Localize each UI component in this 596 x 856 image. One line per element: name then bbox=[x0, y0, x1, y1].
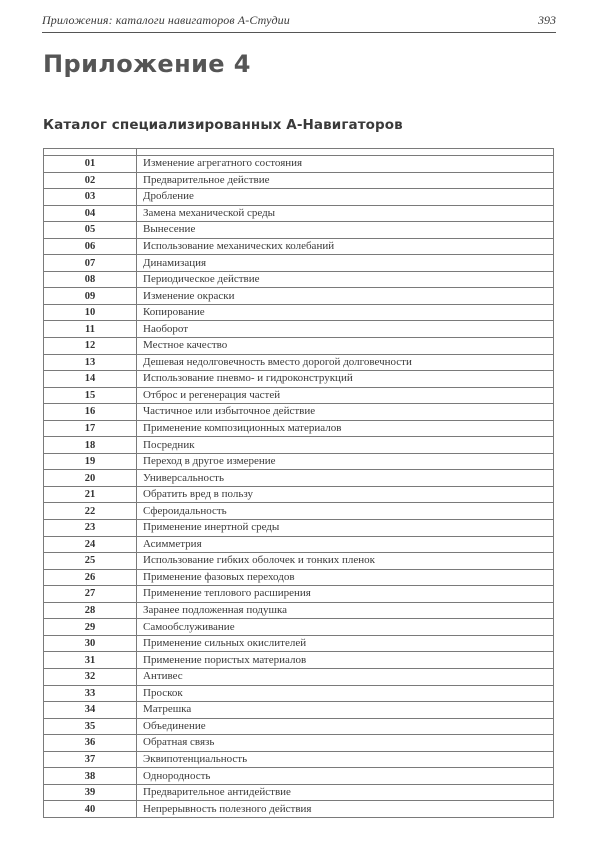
navigator-number: 22 bbox=[44, 503, 137, 520]
navigator-name: Замена механической среды bbox=[137, 205, 554, 222]
navigator-name: Применение теплового расширения bbox=[137, 586, 554, 603]
navigator-name: Предварительное антидействие bbox=[137, 784, 554, 801]
table-row bbox=[44, 768, 554, 785]
navigator-number: 28 bbox=[44, 602, 137, 619]
page-number: 393 bbox=[538, 13, 556, 27]
navigator-name: Применение сильных окислителей bbox=[137, 635, 554, 652]
table-row bbox=[44, 751, 554, 768]
table-row bbox=[44, 784, 554, 801]
navigator-name: Частичное или избыточное действие bbox=[137, 404, 554, 421]
navigator-name: Отброс и регенерация частей bbox=[137, 387, 554, 404]
navigator-number: 32 bbox=[44, 668, 137, 685]
table-row bbox=[44, 602, 554, 619]
catalog-table-body bbox=[44, 149, 554, 818]
navigator-name: Объединение bbox=[137, 718, 554, 735]
appendix-title: Приложение 4 bbox=[43, 50, 251, 78]
running-head bbox=[42, 12, 556, 30]
navigator-name: Предварительное действие bbox=[137, 172, 554, 189]
navigator-name: Заранее подложенная подушка bbox=[137, 602, 554, 619]
table-row bbox=[44, 801, 554, 818]
navigator-name: Обратная связь bbox=[137, 735, 554, 752]
navigator-number: 21 bbox=[44, 486, 137, 503]
table-header-spacer-row bbox=[44, 149, 554, 156]
navigator-number: 36 bbox=[44, 735, 137, 752]
navigator-name: Применение фазовых переходов bbox=[137, 569, 554, 586]
table-row bbox=[44, 619, 554, 636]
table-row bbox=[44, 238, 554, 255]
navigator-name: Дешевая недолговечность вместо дорогой долговечности bbox=[137, 354, 554, 371]
navigator-number: 12 bbox=[44, 338, 137, 355]
navigator-name: Динамизация bbox=[137, 255, 554, 272]
table-row bbox=[44, 189, 554, 206]
navigators-catalog-table bbox=[43, 148, 554, 818]
table-row bbox=[44, 536, 554, 553]
navigator-number: 39 bbox=[44, 784, 137, 801]
table-row bbox=[44, 288, 554, 305]
table-row bbox=[44, 553, 554, 570]
navigator-number: 20 bbox=[44, 470, 137, 487]
running-head-title: Приложения: каталоги навигаторов А-Студии bbox=[42, 13, 290, 27]
navigator-name: Непрерывность полезного действия bbox=[137, 801, 554, 818]
table-row bbox=[44, 635, 554, 652]
navigator-name: Сфероидальность bbox=[137, 503, 554, 520]
table-row bbox=[44, 586, 554, 603]
navigator-name: Наоборот bbox=[137, 321, 554, 338]
navigator-number: 01 bbox=[44, 156, 137, 173]
header-rule bbox=[42, 32, 556, 33]
navigator-number: 40 bbox=[44, 801, 137, 818]
navigator-number: 04 bbox=[44, 205, 137, 222]
table-row bbox=[44, 172, 554, 189]
table-row bbox=[44, 520, 554, 537]
navigator-name: Изменение агрегатного состояния bbox=[137, 156, 554, 173]
navigator-number: 03 bbox=[44, 189, 137, 206]
navigator-number: 18 bbox=[44, 437, 137, 454]
table-row bbox=[44, 271, 554, 288]
navigator-number: 15 bbox=[44, 387, 137, 404]
table-row bbox=[44, 371, 554, 388]
table-row bbox=[44, 404, 554, 421]
navigator-number: 27 bbox=[44, 586, 137, 603]
table-row bbox=[44, 470, 554, 487]
navigator-number: 13 bbox=[44, 354, 137, 371]
navigator-number: 37 bbox=[44, 751, 137, 768]
table-row bbox=[44, 437, 554, 454]
navigator-number: 34 bbox=[44, 702, 137, 719]
table-row bbox=[44, 718, 554, 735]
navigator-number: 16 bbox=[44, 404, 137, 421]
table-row bbox=[44, 156, 554, 173]
navigator-name: Применение инертной среды bbox=[137, 520, 554, 537]
navigator-name: Дробление bbox=[137, 189, 554, 206]
navigator-name: Обратить вред в пользу bbox=[137, 486, 554, 503]
table-row bbox=[44, 453, 554, 470]
spacer-cell-name bbox=[137, 149, 554, 156]
navigator-number: 05 bbox=[44, 222, 137, 239]
navigator-number: 30 bbox=[44, 635, 137, 652]
navigator-number: 10 bbox=[44, 304, 137, 321]
table-row bbox=[44, 668, 554, 685]
navigator-name: Изменение окраски bbox=[137, 288, 554, 305]
navigator-number: 23 bbox=[44, 520, 137, 537]
table-row bbox=[44, 652, 554, 669]
table-row bbox=[44, 222, 554, 239]
table-row bbox=[44, 321, 554, 338]
navigator-number: 24 bbox=[44, 536, 137, 553]
navigator-name: Асимметрия bbox=[137, 536, 554, 553]
navigator-number: 02 bbox=[44, 172, 137, 189]
navigator-name: Использование механических колебаний bbox=[137, 238, 554, 255]
navigator-name: Проскок bbox=[137, 685, 554, 702]
table-row bbox=[44, 503, 554, 520]
navigator-name: Периодическое действие bbox=[137, 271, 554, 288]
table-row bbox=[44, 387, 554, 404]
table-row bbox=[44, 569, 554, 586]
navigator-name: Вынесение bbox=[137, 222, 554, 239]
table-row bbox=[44, 205, 554, 222]
table-row bbox=[44, 255, 554, 272]
navigator-number: 35 bbox=[44, 718, 137, 735]
navigator-number: 14 bbox=[44, 371, 137, 388]
navigator-name: Копирование bbox=[137, 304, 554, 321]
navigator-name: Использование гибких оболочек и тонких пленок bbox=[137, 553, 554, 570]
table-row bbox=[44, 685, 554, 702]
table-row bbox=[44, 304, 554, 321]
navigator-name: Однородность bbox=[137, 768, 554, 785]
navigator-number: 31 bbox=[44, 652, 137, 669]
table-row bbox=[44, 420, 554, 437]
navigator-name: Использование пневмо- и гидроконструкций bbox=[137, 371, 554, 388]
navigator-name: Самообслуживание bbox=[137, 619, 554, 636]
navigator-number: 06 bbox=[44, 238, 137, 255]
section-title: Каталог специализированных А-Навигаторов bbox=[43, 117, 403, 133]
navigator-number: 09 bbox=[44, 288, 137, 305]
navigator-name: Эквипотенциальность bbox=[137, 751, 554, 768]
navigator-number: 26 bbox=[44, 569, 137, 586]
navigator-name: Местное качество bbox=[137, 338, 554, 355]
spacer-cell-num bbox=[44, 149, 137, 156]
navigator-number: 19 bbox=[44, 453, 137, 470]
navigator-name: Универсальность bbox=[137, 470, 554, 487]
navigator-number: 17 bbox=[44, 420, 137, 437]
navigator-name: Применение композиционных материалов bbox=[137, 420, 554, 437]
table-row bbox=[44, 735, 554, 752]
table-row bbox=[44, 486, 554, 503]
navigator-number: 38 bbox=[44, 768, 137, 785]
navigator-number: 11 bbox=[44, 321, 137, 338]
navigator-name: Матрешка bbox=[137, 702, 554, 719]
navigator-number: 25 bbox=[44, 553, 137, 570]
navigator-number: 33 bbox=[44, 685, 137, 702]
navigator-number: 08 bbox=[44, 271, 137, 288]
navigator-name: Антивес bbox=[137, 668, 554, 685]
table-row bbox=[44, 354, 554, 371]
navigator-name: Переход в другое измерение bbox=[137, 453, 554, 470]
table-row bbox=[44, 338, 554, 355]
navigator-name: Посредник bbox=[137, 437, 554, 454]
navigator-number: 29 bbox=[44, 619, 137, 636]
table-row bbox=[44, 702, 554, 719]
navigator-number: 07 bbox=[44, 255, 137, 272]
navigator-name: Применение пористых материалов bbox=[137, 652, 554, 669]
